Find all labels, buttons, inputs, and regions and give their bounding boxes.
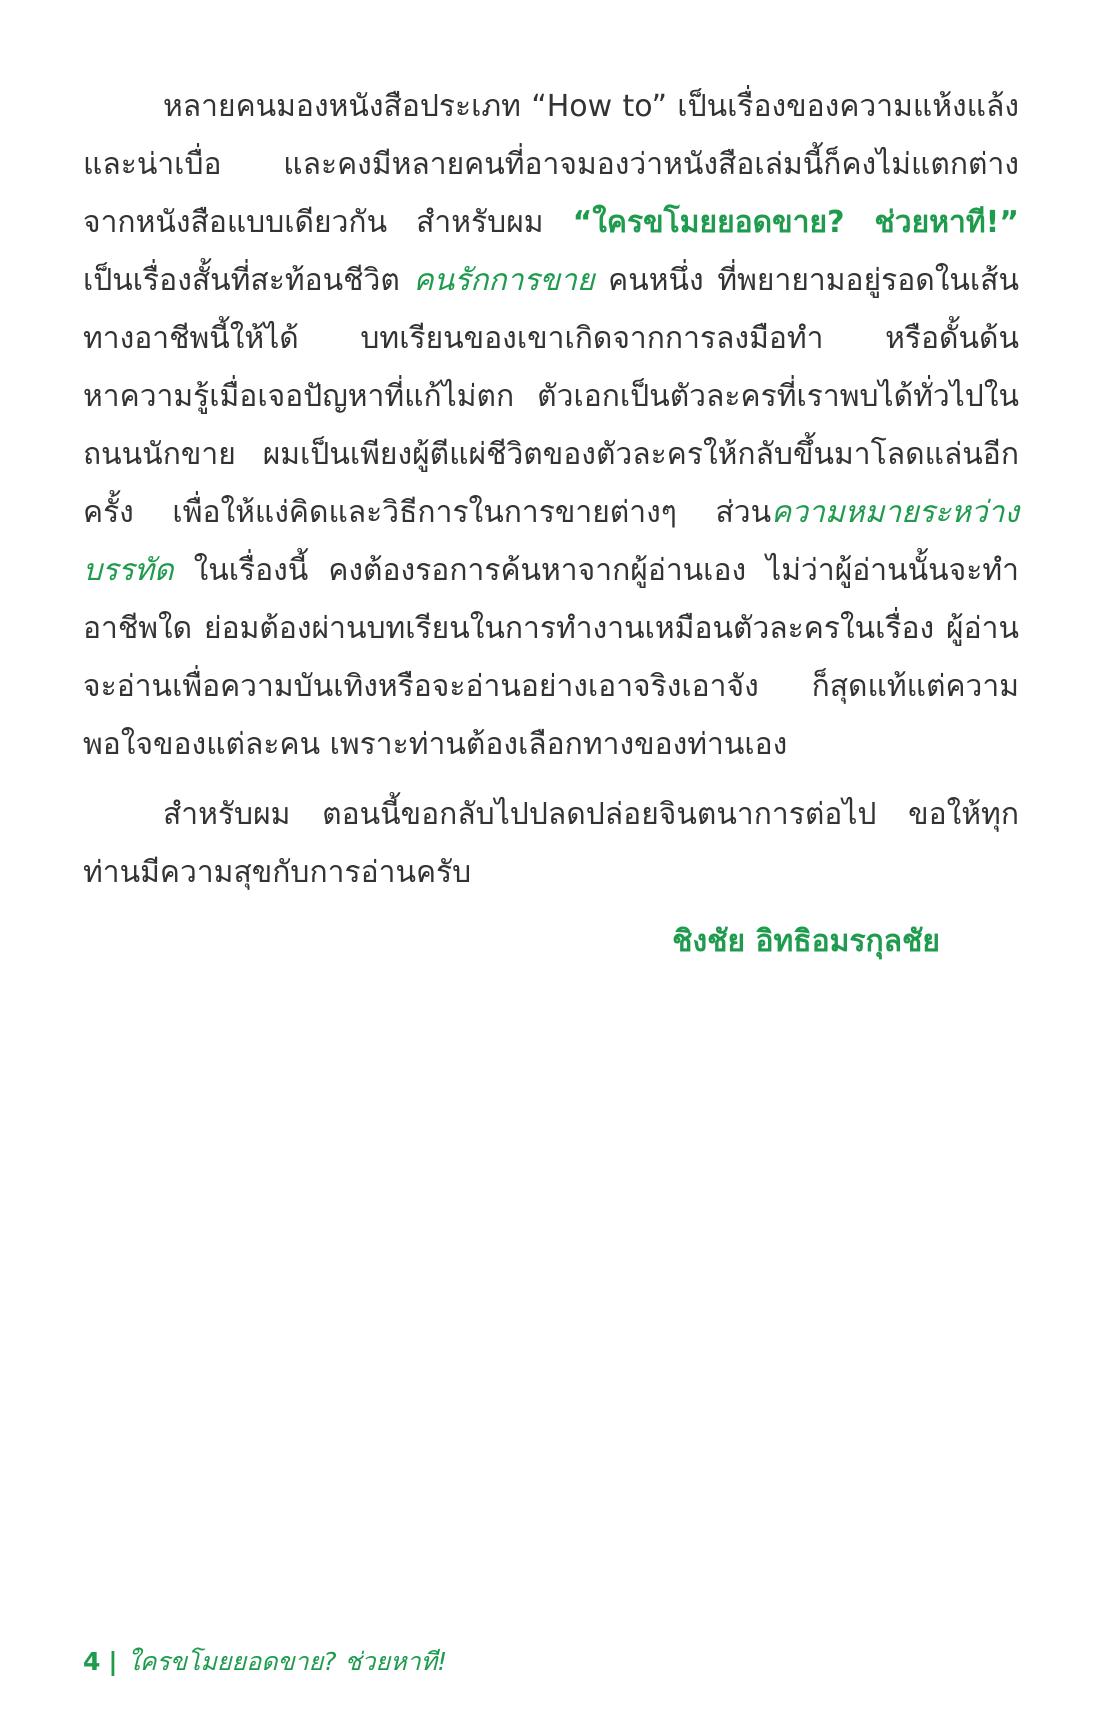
author-signature: ชิงชัย อิทธิอมรกุลชัย xyxy=(672,924,940,959)
paragraph-1 xyxy=(83,78,1019,774)
footer-book-title: ใครขโมยยอดขาย? ช่วยหาที! xyxy=(127,1647,448,1676)
page-footer xyxy=(83,1642,447,1682)
page-number: 4 xyxy=(83,1647,101,1676)
paragraph-1-text-a: หลายคนมองหนังสือประเภท “How to” เป็นเรื่องของความแห้งแล้งและน่าเบื่อ และคงมีหลายคนที่อาจมองว่าหนังสือเล่มนี้ก็คงไม่แตกต่างจากหนังสือแบบเดียวกัน สำหรับผม xyxy=(83,89,1019,240)
paragraph-1-text-c: คนหนึ่ง ที่พยายามอยู่รอดในเส้นทางอาชีพนี้ให้ได้ บทเรียนของเขาเกิดจากการลงมือทำ หรือดั้นด้นหาความรู้เมื่อเจอปัญหาที่แก้ไม่ตก ตัวเอกเป็นตัวละครที่เราพบได้ทั่วไปในถนนนักขาย ผมเป็นเพียงผู้ตีแผ่ชีวิตของตัวละครให้กลับขึ้นมาโลดแล่นอีกครั้ง เพื่อให้แง่คิดและวิธีการในการขายต่างๆ ส่วน xyxy=(83,263,1019,530)
highlighted-book-title: “ใครขโมยยอดขาย? ช่วยหาที!” xyxy=(572,205,1019,240)
highlighted-sales-lover: คนรักการขาย xyxy=(413,263,595,298)
paragraph-1-text-b: เป็นเรื่องสั้นที่สะท้อนชีวิต xyxy=(83,263,414,298)
foreword-body xyxy=(83,78,1019,902)
paragraph-2: สำหรับผม ตอนนี้ขอกลับไปปลดปล่อยจินตนาการต่อไป ขอให้ทุกท่านมีความสุขกับการอ่านครับ xyxy=(83,797,1019,890)
highlighted-between-lines: ความหมายระหว่างบรรทัด xyxy=(83,495,1019,588)
paragraph-1-text-d: ในเรื่องนี้ คงต้องรอการค้นหาจากผู้อ่านเอง ไม่ว่าผู้อ่านนั้นจะทำอาชีพใด ย่อมต้องผ่านบทเรียนในการทำงานเหมือนตัวละครในเรื่อง ผู้อ่านจะอ่านเพื่อความบันเทิงหรือจะอ่านอย่างเอาจริงเอาจัง ก็สุดแท้แต่ความพอใจของแต่ละคน เพราะท่านต้องเลือกทางของท่านเอง xyxy=(83,553,1019,762)
footer-separator: | xyxy=(108,1647,118,1676)
